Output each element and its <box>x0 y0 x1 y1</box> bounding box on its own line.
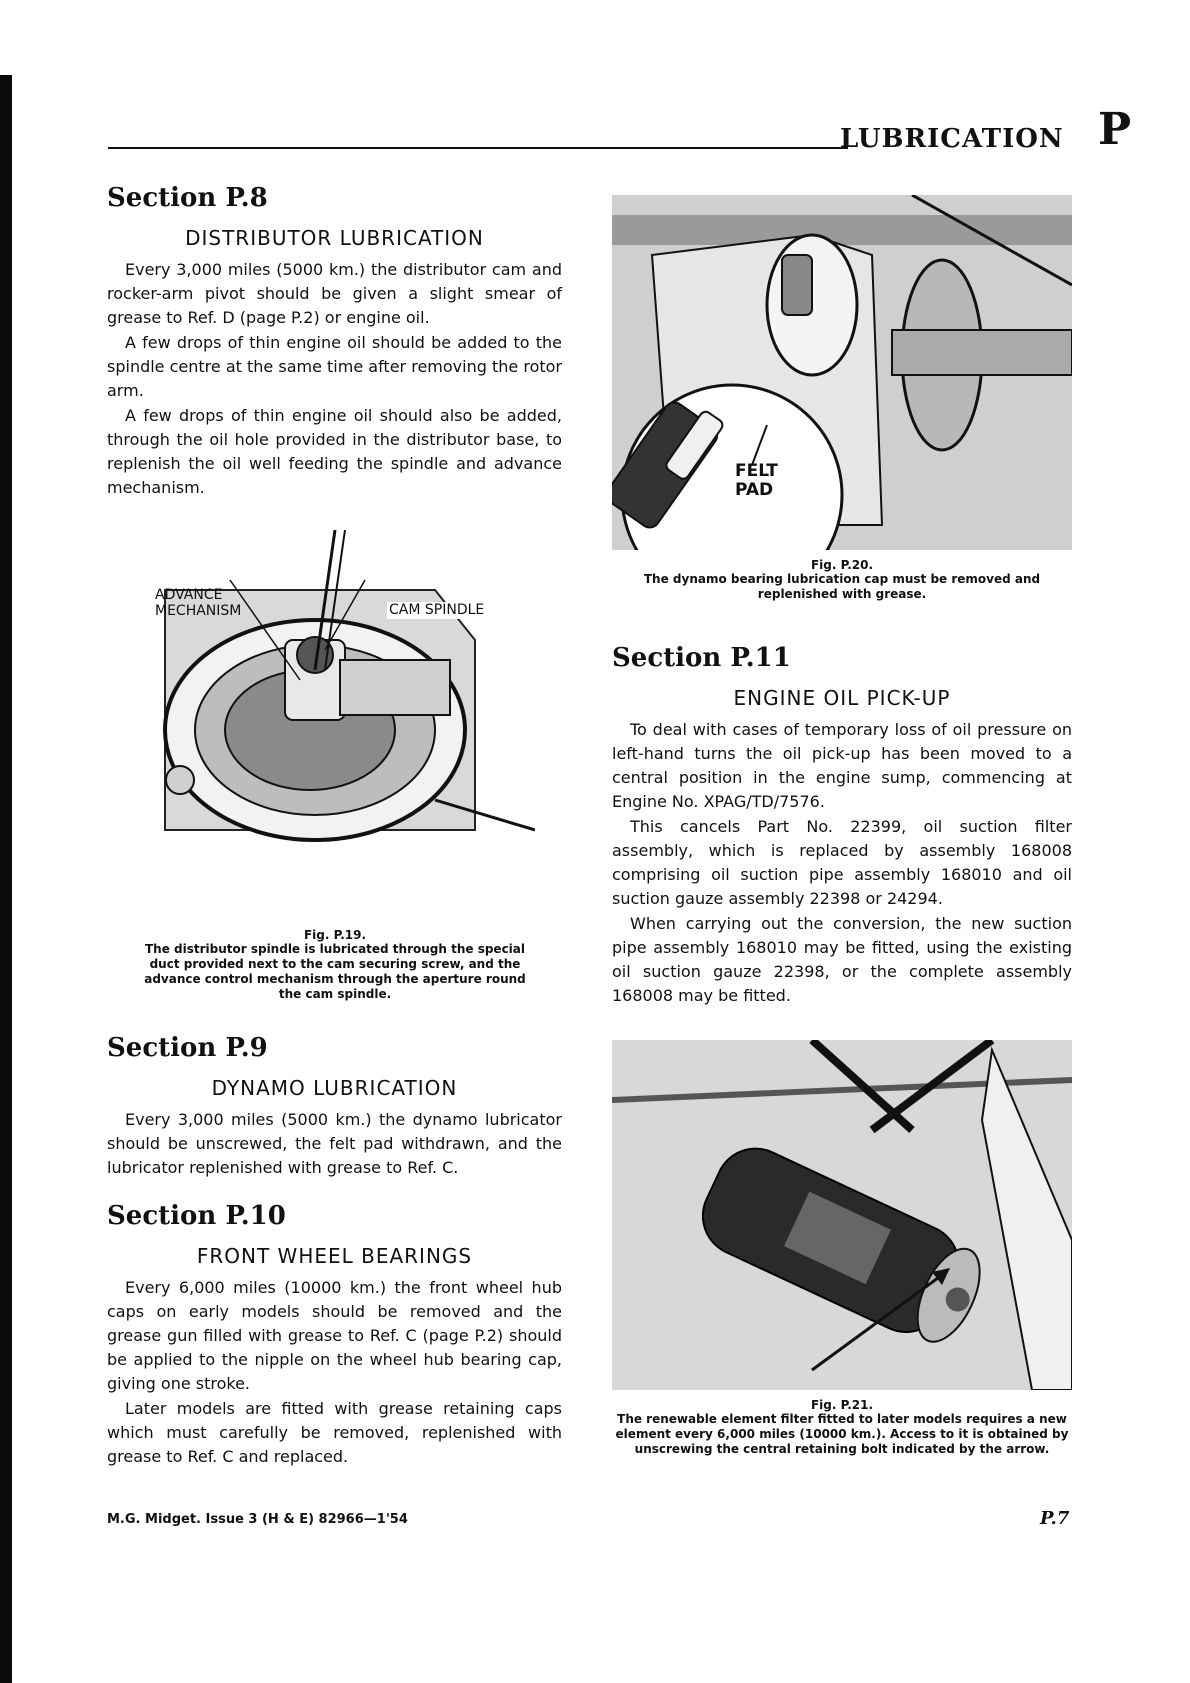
header-rule <box>108 147 848 149</box>
section-p8-heading: Section P.8 <box>107 183 268 213</box>
figure-p20-caption: The dynamo bearing lubrication cap must be removed and replenished with grease. <box>643 572 1041 601</box>
callout-advance-line1: ADVANCE <box>155 587 223 603</box>
section-p11-heading: Section P.11 <box>612 643 791 673</box>
section-p8-paragraph: A few drops of thin engine oil should also be added, through the oil hole provided in the distributor base, to replenish the oil well feeding the spindle and advance mechanism. <box>107 406 562 497</box>
section-p10-paragraph: Later models are fitted with grease retaining caps which must carefully be removed, replenished with grease to Ref. C and replaced. <box>107 1399 562 1466</box>
page-number: P.7 <box>1040 1508 1070 1529</box>
section-p8-paragraph: Every 3,000 miles (5000 km.) the distributor cam and rocker-arm pivot should be given a slight smear of grease to Ref. D (page P.2) or engine oil. <box>107 260 562 327</box>
section-p10-heading: Section P.10 <box>107 1201 286 1231</box>
figure-p20-label: Fig. P.20. <box>810 558 874 572</box>
section-p11-paragraph: This cancels Part No. 22399, oil suction filter assembly, which is replaced by assembly 168008 comprising oil suction pipe assembly 168010 and oil suction gauze assembly 22398 or 24294. <box>612 817 1072 908</box>
figure-p20 <box>612 195 1072 602</box>
callout-advance-line2: MECHANISM <box>155 603 242 619</box>
figure-p19 <box>135 530 535 1002</box>
figure-p21-label: Fig. P.21. <box>810 1398 874 1412</box>
section-p9-subheading: DYNAMO LUBRICATION <box>211 1076 458 1100</box>
callout-pad: PAD <box>735 480 774 500</box>
footer-publication: M.G. Midget. Issue 3 (H & E) 82966—1'54 <box>107 1512 408 1527</box>
page-header-title: LUBRICATION <box>840 124 1064 154</box>
section-p10-paragraph: Every 6,000 miles (10000 km.) the front wheel hub caps on early models should be removed and the grease gun filled with grease to Ref. C (page P.2) should be applied to the nipple on the wheel hub bearing cap, giving one stroke. <box>107 1278 562 1393</box>
dynamo-illustration <box>612 195 1072 550</box>
left-column <box>107 180 562 501</box>
section-p11-subheading: ENGINE OIL PICK-UP <box>733 686 951 710</box>
callout-felt: FELT <box>735 461 778 481</box>
section-p9-heading: Section P.9 <box>107 1033 268 1063</box>
figure-p19-caption: The distributor spindle is lubricated through the special duct provided next to the cam securing screw, and the advance control mechanism through the aperture round the cam spindle. <box>144 942 526 1001</box>
figure-p21 <box>612 1040 1072 1457</box>
figure-p21-caption: The renewable element filter fitted to later models requires a new element every 6,000 miles (10000 km.). Access to it is obtained by unscrewing the central retaining bolt indicated by the arrow. <box>615 1412 1069 1456</box>
left-column-lower <box>107 1030 562 1470</box>
section-p9-paragraph: Every 3,000 miles (5000 km.) the dynamo lubricator should be unscrewed, the felt pad withdrawn, and the lubricator replenished with grease to Ref. C. <box>107 1110 562 1177</box>
oil-filter-illustration <box>612 1040 1072 1390</box>
section-letter: P <box>1098 104 1132 155</box>
section-p11-paragraph: To deal with cases of temporary loss of oil pressure on left-hand turns the oil pick-up has been moved to a central position in the engine sump, commencing at Engine No. XPAG/TD/7576. <box>612 720 1072 811</box>
binding-edge <box>0 75 12 1683</box>
section-p10-subheading: FRONT WHEEL BEARINGS <box>196 1244 473 1268</box>
section-p11-paragraph: When carrying out the conversion, the new suction pipe assembly 168010 may be fitted, using the existing oil suction gauze 22398, or the complete assembly 168008 may be fitted. <box>612 914 1072 1005</box>
section-p8-subheading: DISTRIBUTOR LUBRICATION <box>185 226 484 250</box>
figure-p19-label: Fig. P.19. <box>303 928 367 942</box>
section-p8-paragraph: A few drops of thin engine oil should be added to the spindle centre at the same time after removing the rotor arm. <box>107 333 562 400</box>
callout-cam-spindle: CAM SPINDLE <box>389 602 485 618</box>
right-column <box>612 640 1072 1009</box>
